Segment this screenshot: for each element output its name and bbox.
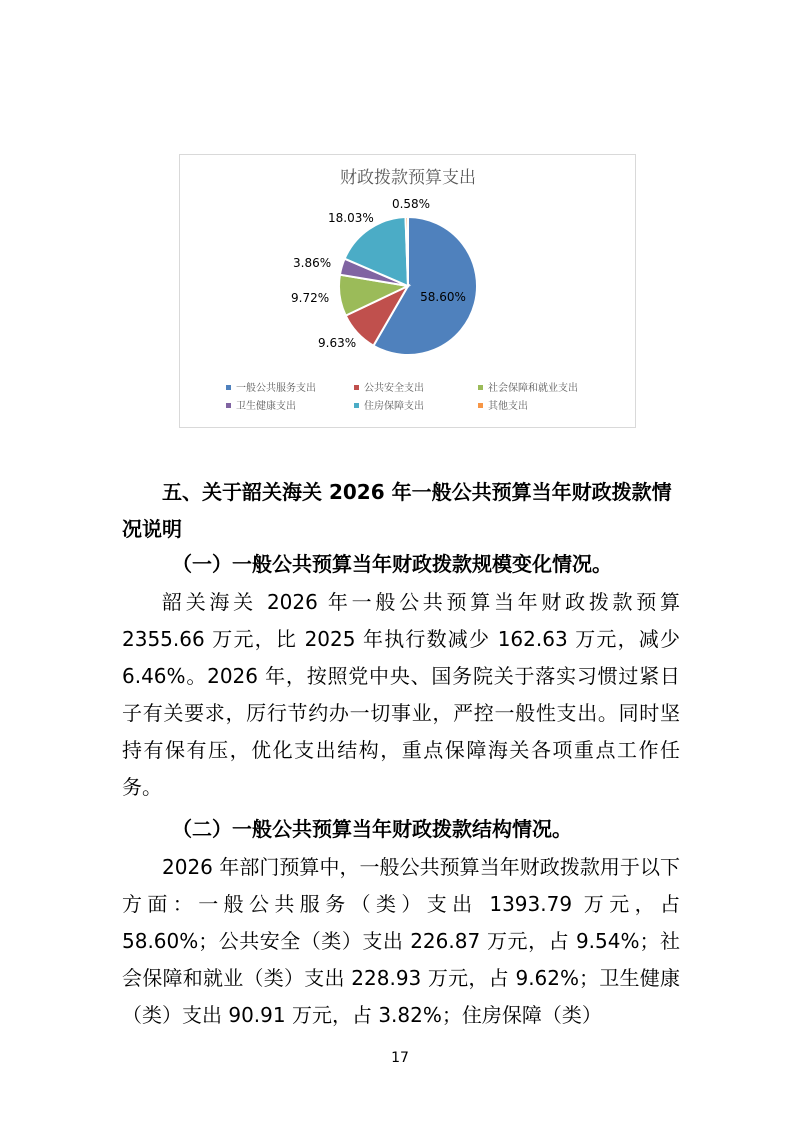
legend-swatch-social-security [478,385,483,390]
legend-label-social-security: 社会保障和就业支出 [488,383,578,394]
subsection-heading-2: （二）一般公共预算当年财政拨款结构情况。 [172,817,572,841]
slice-label-other: 0.58% [391,197,431,211]
legend-label-housing: 住房保障支出 [364,401,424,412]
paragraph-scale-change: 韶关海关 2026 年一般公共预算当年财政拨款预算 2355.66 万元，比 2025 年执行数减少 162.63 万元，减少 6.46%。2026 年，按照党中央、国务院关于落实习惯过紧日子有关要求，厉行节约办一切事业，严控一般性支出。同时坚持有保有压，优化支出结构，重点保障海关各项重点工作任务。 [122,590,680,799]
slice-label-public-safety: 9.63% [318,336,357,350]
pie-chart-svg [180,155,635,427]
legend-swatch-public-safety [354,385,359,390]
chart-legend [226,381,578,412]
subsection-heading-1: （一）一般公共预算当年财政拨款规模变化情况。 [172,552,612,576]
legend-label-public-safety: 公共安全支出 [364,383,424,394]
legend-label-health: 卫生健康支出 [236,401,296,412]
chart-title: 财政拨款预算支出 [340,168,476,188]
legend-swatch-other [478,403,483,408]
legend-swatch-health [226,403,231,408]
pie-chart [179,154,636,428]
legend-swatch-general-public-services [226,385,231,390]
paragraph-structure: 2026 年部门预算中，一般公共预算当年财政拨款用于以下方面：一般公共服务（类）支出 1393.79 万元，占 58.60%；公共安全（类）支出 226.87 万元，占 9.54%；社会保障和就业（类）支出 228.93 万元，占 9.62%；卫生健康（类）支出 90.91 万元，占 3.82%；住房保障（类） [122,855,680,1027]
slice-label-social-security: 9.72% [291,291,330,305]
legend-swatch-housing [354,403,359,408]
pie-slices [339,217,477,355]
slice-label-general-public-services: 58.60% [420,290,466,304]
legend-label-general-public-services: 一般公共服务支出 [236,383,316,394]
slice-label-health: 3.86% [293,256,332,270]
section-heading: 五、关于韶关海关 2026 年一般公共预算当年财政拨款情况说明 [122,480,672,541]
slice-label-housing: 18.03% [328,211,374,225]
page-number: 17 [391,1050,409,1066]
legend-label-other: 其他支出 [488,401,528,412]
